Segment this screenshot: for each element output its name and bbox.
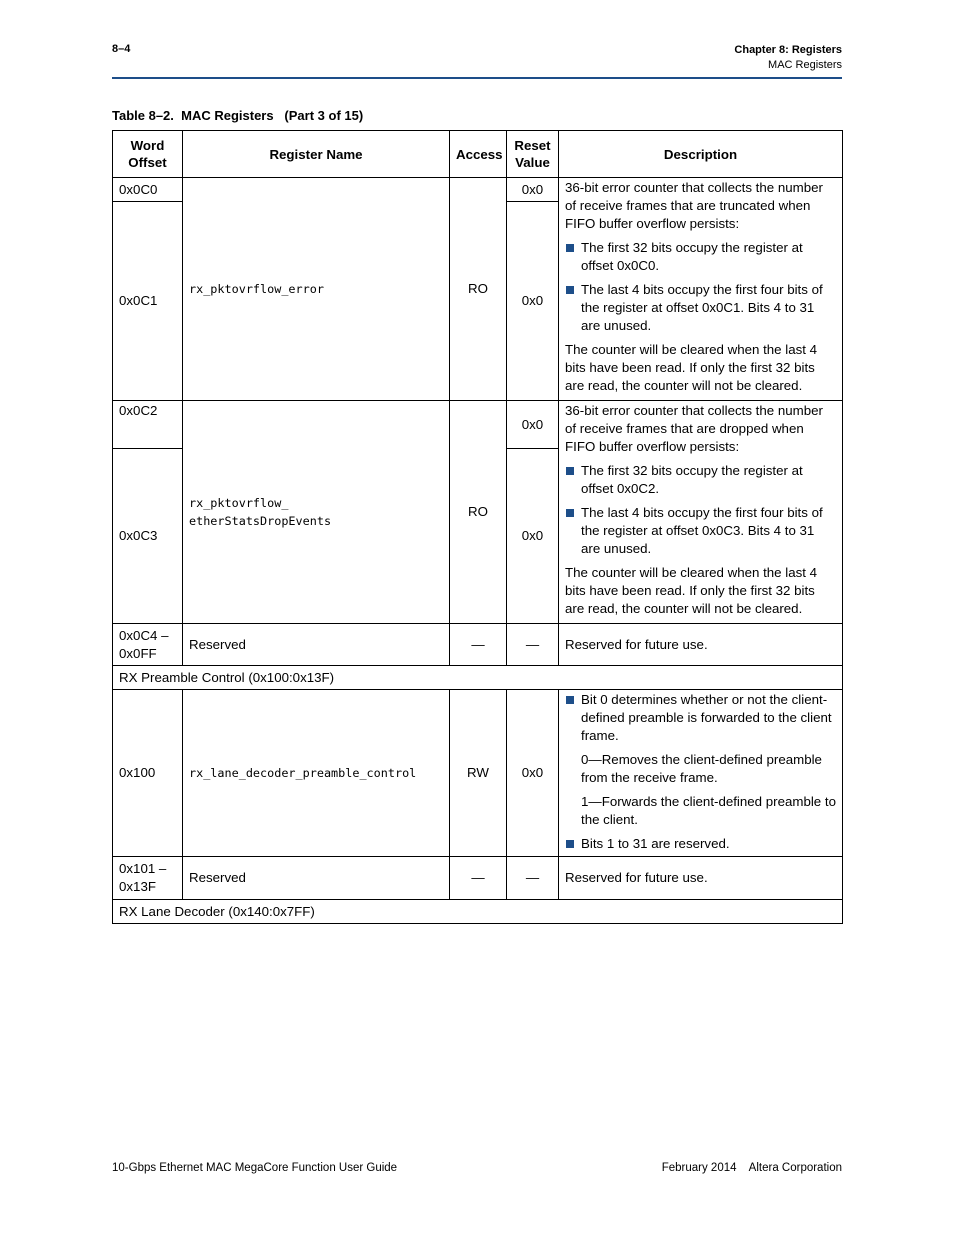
- footer-right: [662, 1162, 842, 1174]
- section-heading: RX Lane Decoder (0x140:0x7FF): [113, 900, 843, 924]
- col-register-name: Register Name: [183, 131, 450, 178]
- table-header-row: [113, 131, 843, 178]
- register-name: rx_pktovrflow_error: [183, 178, 450, 401]
- list-item: The first 32 bits occupy the register at offset 0x0C2.: [565, 462, 836, 498]
- col-word-offset: Word Offset: [113, 131, 183, 178]
- description-note: The counter will be cleared when the last 4 bits have been read. If only the first 32 bits are read, the counter will not be cleared.: [565, 565, 818, 616]
- list-item: The first 32 bits occupy the register at offset 0x0C0.: [565, 239, 836, 275]
- word-offset: 0x0C3: [113, 449, 183, 624]
- register-name: Reserved: [183, 857, 450, 900]
- register-name: Reserved: [183, 624, 450, 666]
- square-bullet-icon: [566, 244, 574, 252]
- mac-registers-table: [112, 130, 843, 924]
- list-item: Bit 0 determines whether or not the client-defined preamble is forwarded to the client frame. 0—Removes the client-defined preamble from the receive frame. 1—Forwards the client-defined preamble to the client.: [565, 691, 836, 829]
- reset-value: 0x0: [507, 690, 559, 857]
- header-rule: [112, 77, 842, 79]
- reset-value: —: [507, 857, 559, 900]
- square-bullet-icon: [566, 286, 574, 294]
- reset-value: 0x0: [507, 178, 559, 202]
- description-cell: [559, 690, 843, 857]
- word-offset: 0x0C4 – 0x0FF: [113, 624, 183, 666]
- bullet-list: [565, 239, 836, 335]
- table-row: [113, 624, 843, 666]
- word-offset: 0x100: [113, 690, 183, 857]
- table-section-row: [113, 666, 843, 690]
- register-name: rx_lane_decoder_preamble_control: [183, 690, 450, 857]
- section-title: MAC Registers: [768, 59, 842, 71]
- bullet-list: [565, 691, 836, 853]
- table-caption: Table 8–2. MAC Registers (Part 3 of 15): [112, 108, 364, 123]
- page-number: 8–4: [112, 43, 131, 55]
- footer-title: 10-Gbps Ethernet MAC MegaCore Function User Guide: [112, 1162, 398, 1174]
- square-bullet-icon: [566, 840, 574, 848]
- description-note: The counter will be cleared when the last 4 bits have been read. If only the first 32 bits are read, the counter will not be cleared.: [565, 342, 818, 393]
- sub-item: 0—Removes the client-defined preamble from the receive frame.: [581, 752, 822, 785]
- list-item: The last 4 bits occupy the first four bits of the register at offset 0x0C3. Bits 4 to 31 are unused.: [565, 504, 836, 558]
- bullet-list: [565, 462, 836, 558]
- chapter-title: Chapter 8: Registers: [734, 44, 842, 56]
- register-name: rx_pktovrflow_ etherStatsDropEvents: [183, 401, 450, 624]
- table-row: [113, 690, 843, 857]
- word-offset: 0x0C0: [113, 178, 183, 202]
- table-row: [113, 857, 843, 900]
- word-offset: 0x0C1: [113, 202, 183, 401]
- col-reset-value: Reset Value: [507, 131, 559, 178]
- description-cell: Reserved for future use.: [559, 857, 843, 900]
- footer-company: Altera Corporation: [748, 1162, 842, 1174]
- description-cell: Reserved for future use.: [559, 624, 843, 666]
- running-header: [734, 43, 842, 73]
- access-value: —: [450, 857, 507, 900]
- square-bullet-icon: [566, 467, 574, 475]
- reset-value: 0x0: [507, 401, 559, 449]
- reset-value: —: [507, 624, 559, 666]
- description-intro: 36-bit error counter that collects the number of receive frames that are dropped when FIFO buffer overflow persists:: [565, 403, 823, 454]
- section-heading: RX Preamble Control (0x100:0x13F): [113, 666, 843, 690]
- description-cell: [559, 178, 843, 401]
- square-bullet-icon: [566, 509, 574, 517]
- access-value: RO: [450, 401, 507, 624]
- sub-item: 1—Forwards the client-defined preamble to the client.: [581, 794, 836, 827]
- description-intro: 36-bit error counter that collects the number of receive frames that are truncated when FIFO buffer overflow persists:: [565, 180, 823, 231]
- access-value: —: [450, 624, 507, 666]
- description-cell: [559, 401, 843, 624]
- access-value: RW: [450, 690, 507, 857]
- col-access: Access: [450, 131, 507, 178]
- reset-value: 0x0: [507, 449, 559, 624]
- word-offset: 0x0C2: [113, 401, 183, 449]
- table-row: [113, 401, 843, 449]
- word-offset: 0x101 – 0x13F: [113, 857, 183, 900]
- col-description: Description: [559, 131, 843, 178]
- access-value: RO: [450, 178, 507, 401]
- footer-date: February 2014: [661, 1162, 737, 1174]
- table-section-row: [113, 900, 843, 924]
- table-row: [113, 178, 843, 202]
- list-item: The last 4 bits occupy the first four bits of the register at offset 0x0C1. Bits 4 to 31 are unused.: [565, 281, 836, 335]
- list-item: Bits 1 to 31 are reserved.: [565, 835, 836, 853]
- reset-value: 0x0: [507, 202, 559, 401]
- square-bullet-icon: [566, 696, 574, 704]
